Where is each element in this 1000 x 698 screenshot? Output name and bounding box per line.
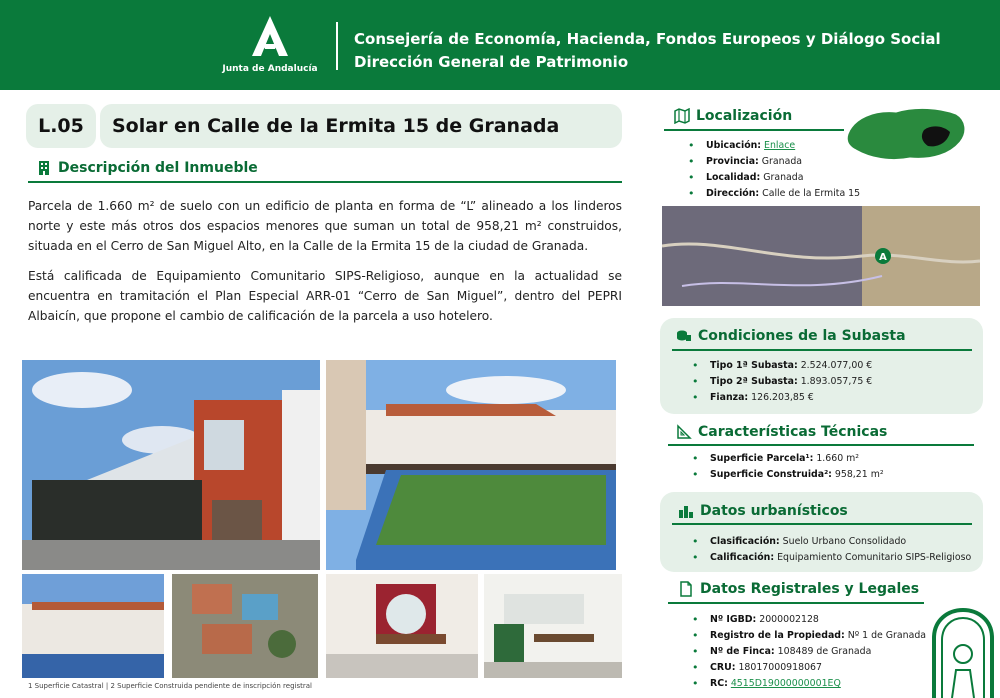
coins-icon — [676, 328, 692, 344]
subasta-list — [688, 358, 872, 406]
junta-logo — [222, 14, 318, 78]
calificacion-item: • Calificación: Equipamiento Comunitario SIPS-Religioso — [688, 550, 971, 566]
junta-a-icon — [248, 14, 292, 58]
footnote: 1 Superficie Catastral | 2 Superficie Construida pendiente de inscripción registral — [28, 682, 312, 690]
tipo1-item: • Tipo 1ª Subasta: 2.524.077,00 € — [688, 358, 872, 374]
igbd-item: • Nº IGBD: 2000002128 — [688, 612, 926, 628]
tecnicas-list — [688, 451, 884, 483]
registro-item: • Registro de la Propiedad: Nº 1 de Granada — [688, 628, 926, 644]
registrales-rule — [668, 602, 924, 604]
andalucia-seal-icon — [930, 608, 996, 698]
header-divider — [336, 22, 338, 70]
photo-facade — [22, 360, 320, 570]
description-heading: Descripción del Inmueble — [36, 160, 258, 176]
description-rule — [28, 181, 622, 183]
registrales-list — [688, 612, 926, 692]
tipo2-item: • Tipo 2ª Subasta: 1.893.057,75 € — [688, 374, 872, 390]
logo-text: Junta de Andalucía — [222, 64, 318, 74]
fianza-item: • Fianza: 126.203,85 € — [688, 390, 872, 406]
location-aerial-map[interactable] — [662, 206, 980, 306]
rc-item: • RC: 4515D19000000001EQ — [688, 676, 926, 692]
registrales-heading: Datos Registrales y Legales — [678, 581, 919, 597]
triangle-ruler-icon — [676, 424, 692, 440]
localizacion-heading: Localización — [674, 108, 792, 124]
cru-item: • CRU: 18017000918067 — [688, 660, 926, 676]
andalucia-map-icon — [844, 104, 970, 166]
urbanisticos-heading: Datos urbanísticos — [678, 503, 848, 519]
city-icon — [678, 503, 694, 519]
map-pin-icon: A — [879, 252, 887, 263]
ubicacion-link[interactable]: Enlace — [764, 140, 796, 151]
superficie-construida-item: • Superficie Construida²: 958,21 m² — [688, 467, 884, 483]
tecnicas-rule — [668, 444, 974, 446]
photo-building-side — [22, 574, 164, 678]
header-consejeria: Consejería de Economía, Hacienda, Fondos Europeos y Diálogo Social — [354, 30, 941, 48]
building-icon — [36, 160, 52, 176]
finca-item: • Nº de Finca: 108489 de Granada — [688, 644, 926, 660]
photo-interior-room — [326, 574, 478, 678]
tecnicas-heading: Características Técnicas — [676, 424, 887, 440]
ubicacion-item: • Ubicación: Enlace — [684, 138, 860, 154]
superficie-parcela-item: • Superficie Parcela¹: 1.660 m² — [688, 451, 884, 467]
description-paragraph-2: Está calificada de Equipamiento Comunitario SIPS-Religioso, aunque en la actualidad se encuentra en tramitación el Plan Especial ARR-01 “Cerro de San Miguel”, dentro del PEPRI Albaicín, que propone el cambio de calificación de la parcela a uso hotelero. — [28, 269, 622, 323]
localizacion-list — [684, 138, 860, 202]
document-icon — [678, 581, 694, 597]
map-icon — [674, 108, 690, 124]
localidad-item: • Localidad: Granada — [684, 170, 860, 186]
lot-code: L.05 — [26, 104, 96, 148]
rc-link[interactable]: 4515D19000000001EQ — [730, 678, 841, 689]
page-title: Solar en Calle de la Ermita 15 de Granada — [100, 104, 622, 148]
localizacion-rule — [664, 129, 844, 131]
subasta-rule — [672, 349, 972, 351]
photo-aerial-view — [172, 574, 318, 678]
urbanisticos-rule — [672, 523, 972, 525]
subasta-heading: Condiciones de la Subasta — [676, 328, 906, 344]
clasificacion-item: • Clasificación: Suelo Urbano Consolidado — [688, 534, 971, 550]
header-direccion: Dirección General de Patrimonio — [354, 53, 629, 71]
photo-sports-court — [326, 360, 616, 570]
provincia-item: • Provincia: Granada — [684, 154, 860, 170]
direccion-item: • Dirección: Calle de la Ermita 15 — [684, 186, 860, 202]
photo-classroom — [484, 574, 622, 678]
description-paragraph-1: Parcela de 1.660 m² de suelo con un edificio de planta en forma de “L” alineado a los linderos norte y este más otros dos espacios menores que suman un total de 958,21 m² construidos, situada en el Cerro de San Miguel Alto, en la Calle de la Ermita 15 de la ciudad de Granada. — [28, 199, 622, 253]
urbanisticos-list — [688, 534, 971, 566]
page-header — [0, 0, 1000, 90]
